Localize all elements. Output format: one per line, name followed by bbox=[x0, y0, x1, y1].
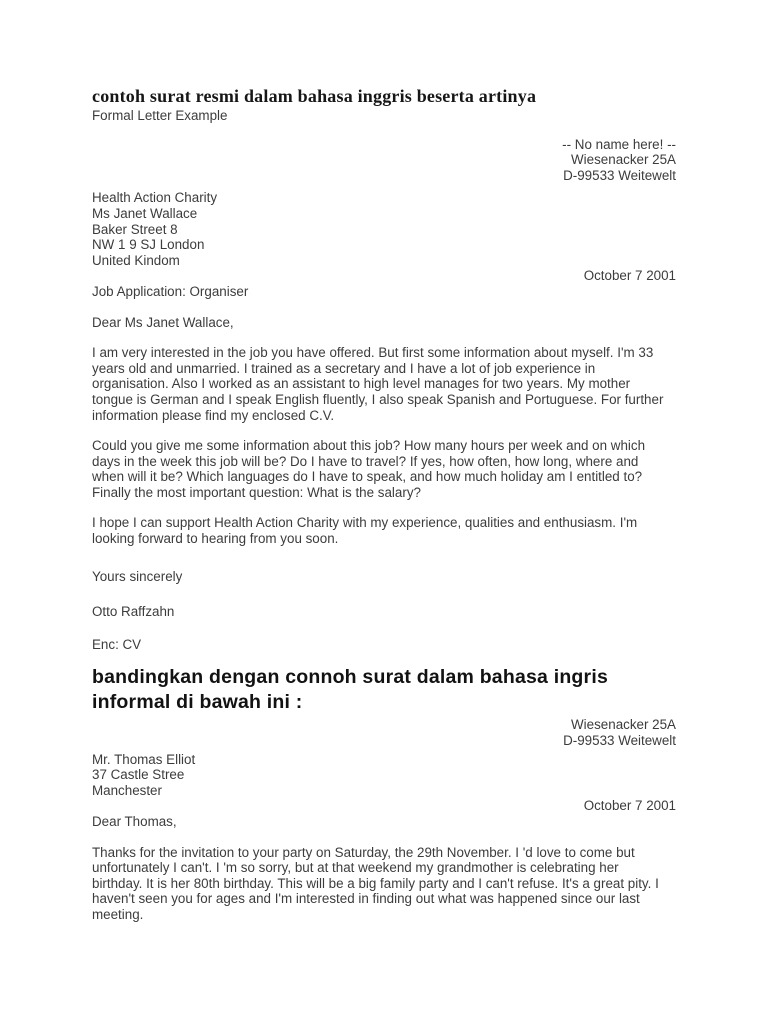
sender-address-line: Wiesenacker 25A bbox=[571, 717, 676, 733]
sender-address-line: Wiesenacker 25A bbox=[571, 152, 676, 168]
recipient-address-line: Health Action Charity bbox=[92, 190, 218, 206]
sender-address-line: D-99533 Weitewelt bbox=[563, 167, 676, 183]
recipient-address-line: 37 Castle Stree bbox=[92, 767, 185, 783]
page-subtitle: Formal Letter Example bbox=[92, 108, 228, 123]
informal-letter-salutation: Dear Thomas, bbox=[92, 814, 177, 829]
formal-letter-closing: Yours sincerely bbox=[92, 568, 183, 584]
formal-letter-paragraph: I hope I can support Health Action Charity with my experience, qualities and enthusiasm. I'm looking forward to hearing from you soon. bbox=[92, 515, 638, 547]
formal-letter-subject: Job Application: Organiser bbox=[92, 283, 249, 299]
informal-letter-paragraph: Thanks for the invitation to your party on Saturday, the 29th November. I 'd love to come but unfortunately I can't. I 'm so sorry, but at that weekend my grandmother is celebrating her birthday. It is her 80th birthday. This will be a big family party and I can't refuse. It's a great pity. I haven't seen you for ages and I'm interested in finding out what was happened since our last meeting. bbox=[92, 844, 659, 922]
formal-letter-paragraph: I am very interested in the job you have offered. But first some information about myself. I'm 33 years old and unmarried. I trained as a secretary and I have a lot of job experience in organisation. Also I worked as an assistant to high level manages for two years. My mother tongue is German and I speak English fluently, I also speak Spanish and Portuguese. For further information please find my enclosed C.V. bbox=[92, 345, 664, 423]
informal-sender-address bbox=[92, 717, 676, 748]
recipient-address-line: Ms Janet Wallace bbox=[92, 205, 198, 221]
formal-letter-salutation: Dear Ms Janet Wallace, bbox=[92, 314, 234, 330]
formal-letter-paragraph: Could you give me some information about this job? How many hours per week and on which days in the week this job will be? Do I have to travel? If yes, how often, how long, where and when will it be? Which languages do I have to speak, and how much holiday am I entitled to? Finally the most important question: What is the salary? bbox=[92, 438, 646, 500]
sender-address-line: -- No name here! -- bbox=[562, 136, 676, 152]
formal-sender-address bbox=[92, 137, 676, 184]
recipient-address-line: Mr. Thomas Elliot bbox=[92, 751, 196, 767]
recipient-address-line: United Kindom bbox=[92, 252, 180, 268]
formal-letter-enclosure: Enc: CV bbox=[92, 636, 142, 652]
recipient-address-line: NW 1 9 SJ London bbox=[92, 237, 205, 253]
informal-recipient-address bbox=[92, 752, 676, 799]
informal-letter-date: October 7 2001 bbox=[583, 798, 676, 814]
page-title: contoh surat resmi dalam bahasa inggris beserta artinya bbox=[92, 86, 537, 106]
sender-address-line: D-99533 Weitewelt bbox=[563, 733, 676, 749]
recipient-address-line: Manchester bbox=[92, 782, 162, 798]
formal-letter-signature: Otto Raffzahn bbox=[92, 604, 175, 620]
recipient-address-line: Baker Street 8 bbox=[92, 221, 178, 237]
formal-recipient-address bbox=[92, 190, 676, 268]
formal-letter-date: October 7 2001 bbox=[583, 268, 676, 284]
comparison-section-heading: bandingkan dengan connoh surat dalam bahasa ingris informal di bawah ini : bbox=[92, 666, 609, 714]
